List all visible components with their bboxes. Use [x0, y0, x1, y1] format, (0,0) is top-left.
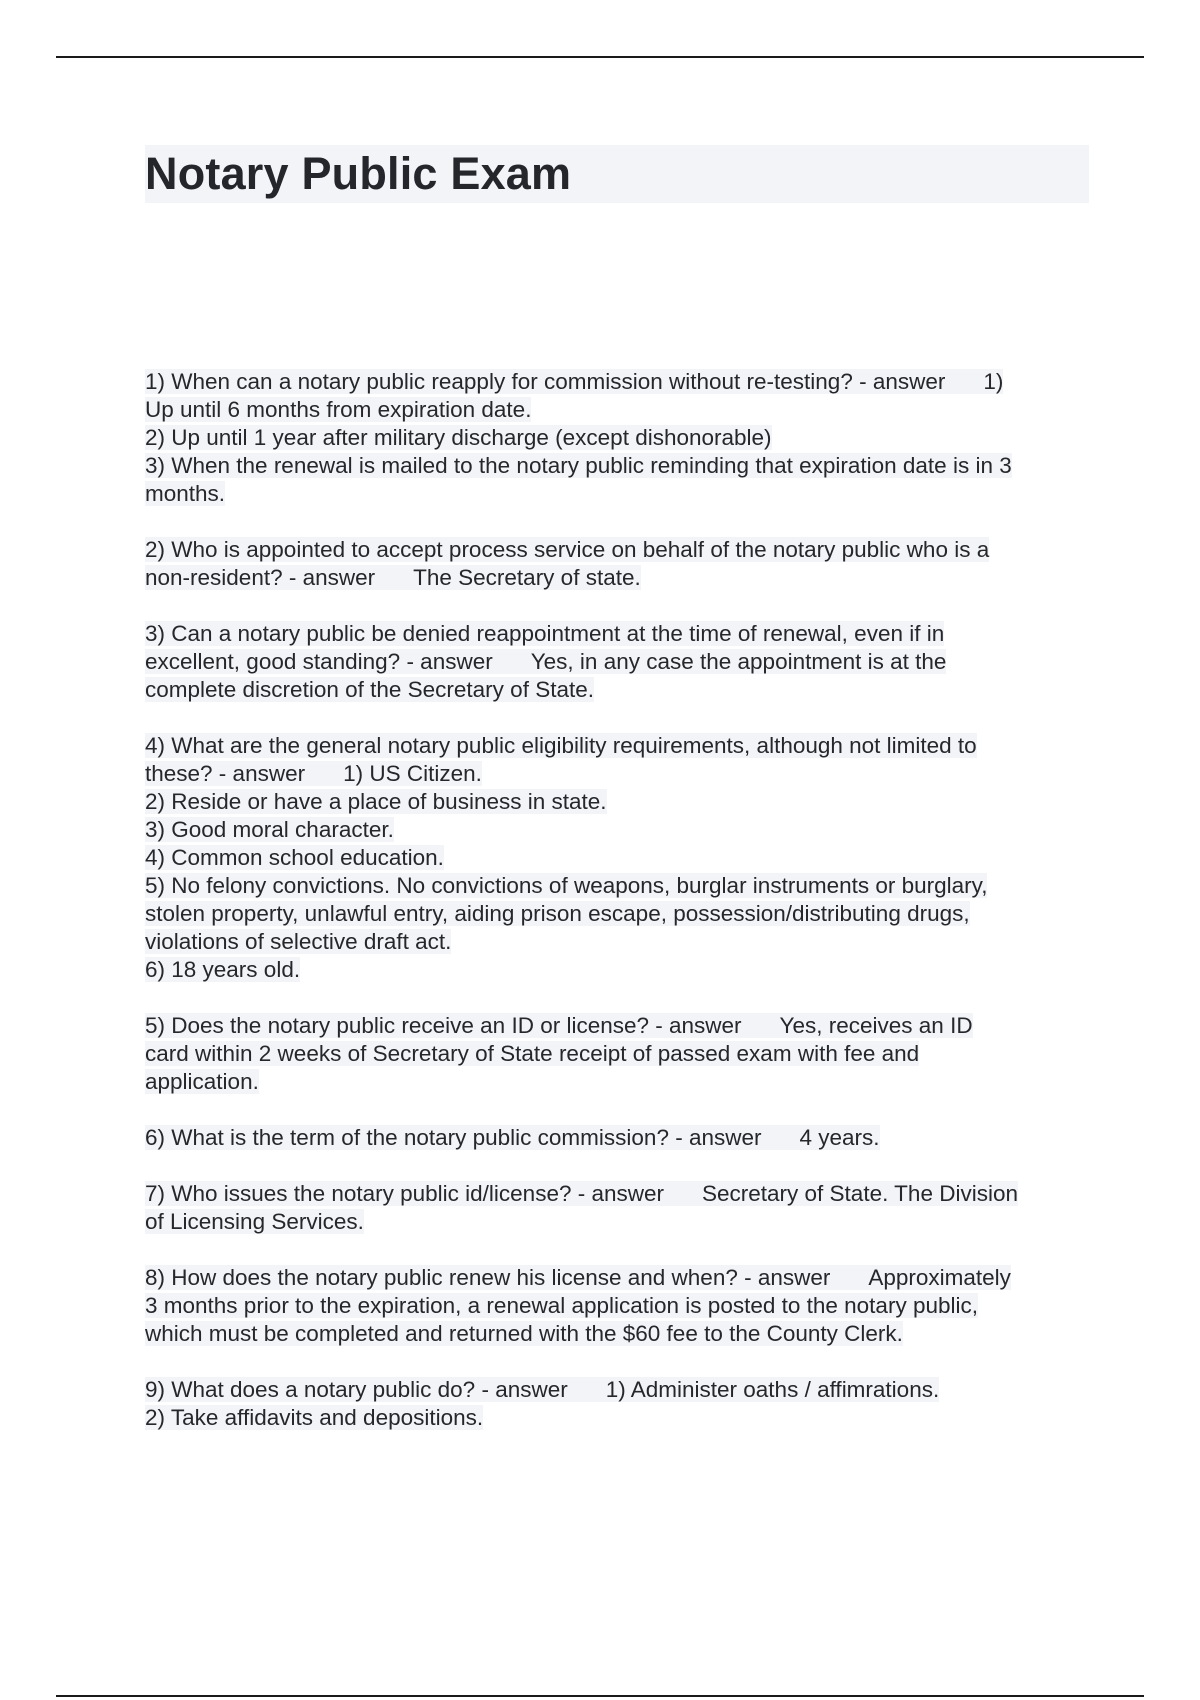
qa-text: card within 2 weeks of Secretary of State receipt of passed exam with fee and — [145, 1041, 920, 1066]
qa-line — [145, 536, 1090, 564]
qa-text: 2) Take affidavits and depositions. — [145, 1405, 484, 1430]
qa-text: 9) What does a notary public do? - answer — [145, 1377, 568, 1402]
qa-text: 5) No felony convictions. No convictions of weapons, burglar instruments or burglary, — [145, 873, 988, 898]
qa-text: 1) When can a notary public reapply for commission without re-testing? - answer — [145, 369, 946, 394]
qa-text: non-resident? - answer — [145, 565, 376, 590]
qa-item — [145, 732, 1090, 984]
qa-text: which must be completed and returned with the $60 fee to the County Clerk. — [145, 1321, 903, 1346]
qa-answer-text: 4 years. — [799, 1125, 880, 1150]
qa-item — [145, 536, 1090, 592]
page-title: Notary Public Exam — [145, 148, 572, 199]
qa-item — [145, 1264, 1090, 1348]
qa-line — [145, 368, 1090, 396]
qa-text: months. — [145, 481, 226, 506]
qa-answer-text: The Secretary of state. — [413, 565, 641, 590]
qa-line — [145, 424, 1090, 452]
qa-text: 3) Can a notary public be denied reappointment at the time of renewal, even if in — [145, 621, 945, 646]
qa-line — [145, 1404, 1090, 1432]
qa-answer-text: Approximately — [868, 1265, 1011, 1290]
qa-item — [145, 368, 1090, 508]
qa-answer-text: Yes, receives an ID — [779, 1013, 973, 1038]
qa-line — [145, 1180, 1090, 1208]
qa-text: 3) When the renewal is mailed to the notary public reminding that expiration date is in 3 — [145, 453, 1012, 478]
qa-text: complete discretion of the Secretary of State. — [145, 677, 594, 702]
qa-line — [145, 1040, 1090, 1068]
qa-answer-text: Secretary of State. The Division — [702, 1181, 1018, 1206]
qa-line — [145, 1320, 1090, 1348]
qa-line — [145, 732, 1090, 760]
qa-line — [145, 1208, 1090, 1236]
qa-line — [145, 788, 1090, 816]
qa-answer-text: 1) — [983, 369, 1004, 394]
qa-text: Up until 6 months from expiration date. — [145, 397, 532, 422]
qa-line — [145, 1376, 1090, 1404]
qa-line — [145, 396, 1090, 424]
qa-list — [145, 368, 1090, 1460]
qa-text: these? - answer — [145, 761, 306, 786]
qa-item — [145, 620, 1090, 704]
qa-line — [145, 760, 1090, 788]
qa-text: stolen property, unlawful entry, aiding prison escape, possession/distributing drugs, — [145, 901, 970, 926]
qa-answer-text: 1) US Citizen. — [343, 761, 482, 786]
qa-line — [145, 956, 1090, 984]
bottom-rule — [56, 1695, 1144, 1697]
qa-line — [145, 620, 1090, 648]
qa-line — [145, 928, 1090, 956]
qa-text: 3 months prior to the expiration, a renewal application is posted to the notary public, — [145, 1293, 978, 1318]
qa-line — [145, 1012, 1090, 1040]
qa-line — [145, 452, 1090, 480]
qa-text: of Licensing Services. — [145, 1209, 364, 1234]
qa-item — [145, 1124, 1090, 1152]
qa-text: 6) 18 years old. — [145, 957, 301, 982]
qa-text: 7) Who issues the notary public id/license? - answer — [145, 1181, 664, 1206]
qa-item — [145, 1012, 1090, 1096]
qa-line — [145, 676, 1090, 704]
qa-item — [145, 1376, 1090, 1432]
qa-line — [145, 648, 1090, 676]
qa-line — [145, 564, 1090, 592]
qa-text: excellent, good standing? - answer — [145, 649, 493, 674]
qa-answer-text: Yes, in any case the appointment is at the — [530, 649, 947, 674]
top-rule — [56, 56, 1144, 58]
qa-text: 4) What are the general notary public eligibility requirements, although not limited to — [145, 733, 977, 758]
qa-text: 6) What is the term of the notary public commission? - answer — [145, 1125, 762, 1150]
qa-answer-text: 1) Administer oaths / affimrations. — [605, 1377, 940, 1402]
qa-text: application. — [145, 1069, 259, 1094]
qa-line — [145, 816, 1090, 844]
qa-item — [145, 1180, 1090, 1236]
qa-line — [145, 844, 1090, 872]
qa-text: 3) Good moral character. — [145, 817, 394, 842]
qa-line — [145, 1068, 1090, 1096]
qa-line — [145, 872, 1090, 900]
qa-line — [145, 1124, 1090, 1152]
qa-line — [145, 1264, 1090, 1292]
qa-text: 2) Reside or have a place of business in state. — [145, 789, 607, 814]
qa-line — [145, 900, 1090, 928]
qa-text: 8) How does the notary public renew his license and when? - answer — [145, 1265, 831, 1290]
qa-text: 4) Common school education. — [145, 845, 444, 870]
qa-text: 2) Up until 1 year after military discharge (except dishonorable) — [145, 425, 772, 450]
qa-text: violations of selective draft act. — [145, 929, 452, 954]
qa-line — [145, 1292, 1090, 1320]
qa-text: 2) Who is appointed to accept process service on behalf of the notary public who is a — [145, 537, 990, 562]
qa-line — [145, 480, 1090, 508]
qa-text: 5) Does the notary public receive an ID or license? - answer — [145, 1013, 742, 1038]
